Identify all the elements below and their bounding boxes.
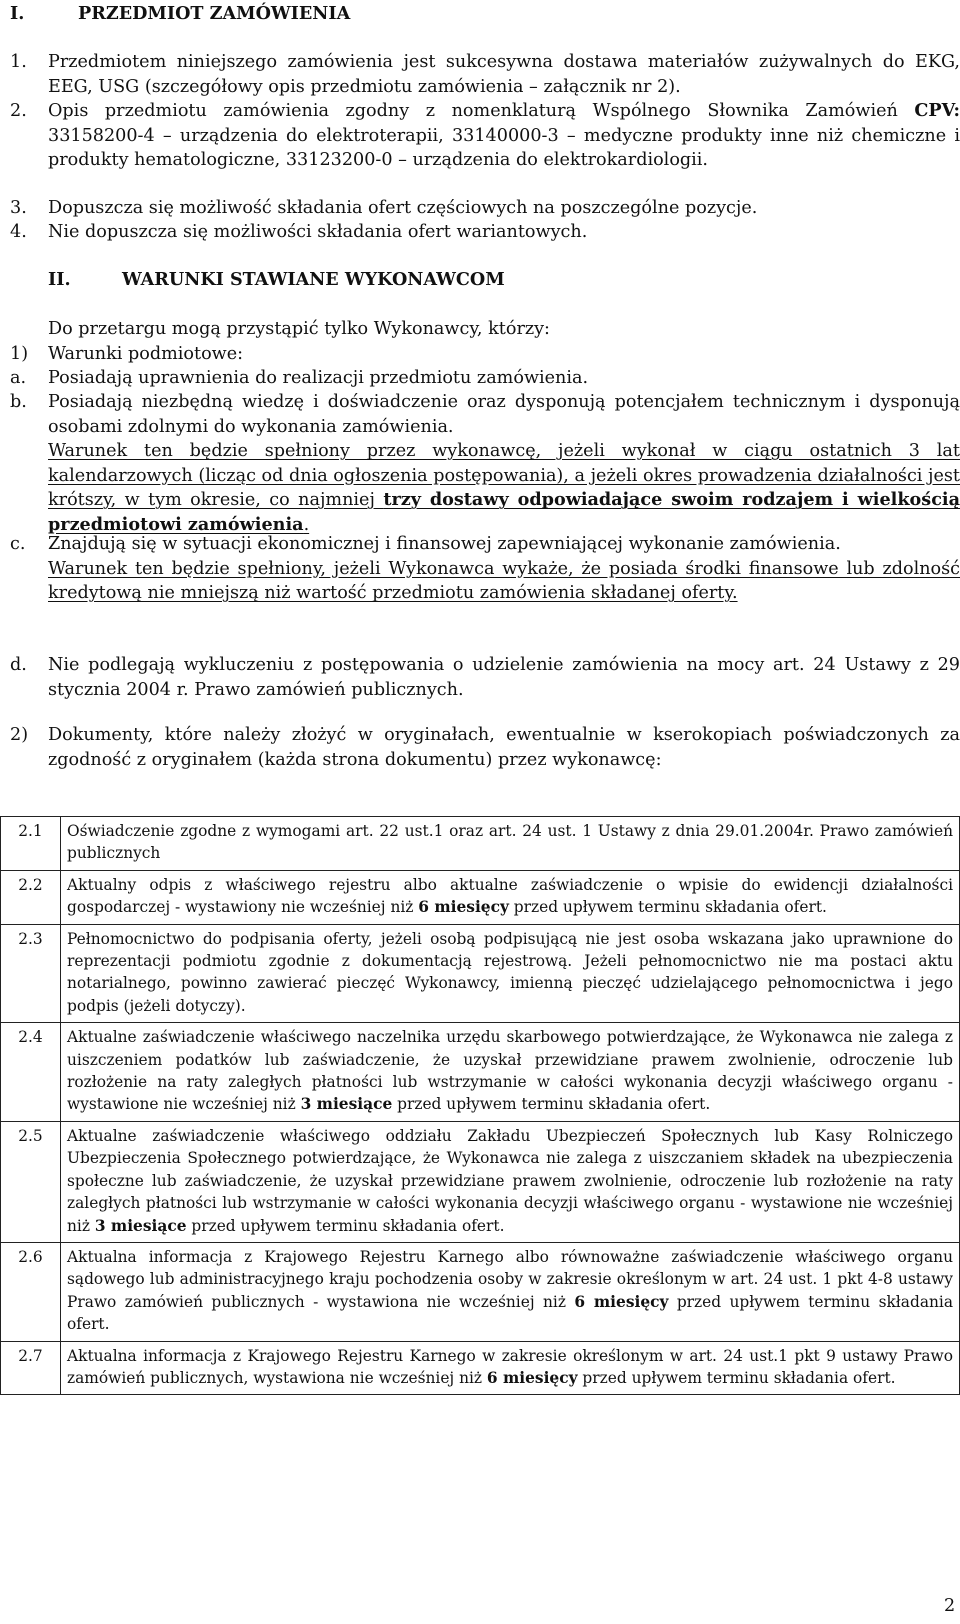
- table-cell-number: 2.4: [1, 1023, 61, 1122]
- table-cell-text: Aktualna informacja z Krajowego Rejestru Karnego albo równoważne zaświadczenie właściwego organu sądowego lub administracyjnego kraju pochodzenia osoby w zakresie określonym w art. 24 ust. 1 pkt 4-8 ustawy Prawo zamówień publicznych - wystawiona nie wcześniej niż 6 miesięcy przed upływem terminu składania ofert.: [61, 1242, 960, 1341]
- list-item: [10, 99, 960, 173]
- item-text: Dokumenty, które należy złożyć w oryginałach, ewentualnie w kserokopiach poświadczonych za zgodność z oryginałem (każda strona dokumentu) przez wykonawcę:: [48, 725, 960, 770]
- item-text: Posiadają uprawnienia do realizacji przedmiotu zamówienia.: [48, 368, 589, 388]
- table-cell-text: Aktualna informacja z Krajowego Rejestru Karnego w zakresie określonym w art. 24 ust.1 pkt 9 ustawy Prawo zamówień publicznych, wystawiona nie wcześniej niż 6 miesięcy przed upływem terminu składania ofert.: [61, 1341, 960, 1395]
- table-cell-text: Aktualne zaświadczenie właściwego naczelnika urzędu skarbowego potwierdzające, że Wykonawca nie zalega z uiszczeniem podatków lub zaświadczenie, że uzyskał przewidziane prawem zwolnienie, odroczenie lub rozłożenie na raty zaległych płatności lub wstrzymanie w całości wykonania decyzji właściwego organu - wystawione nie wcześniej niż 3 miesiące przed upływem terminu składania ofert.: [61, 1023, 960, 1122]
- item-text: Warunki podmiotowe:: [48, 344, 244, 364]
- item-label: 2.: [10, 101, 27, 121]
- documents-table-body: [1, 817, 960, 1395]
- deadline-emphasis: 3 miesiące: [300, 1095, 393, 1114]
- section-2-heading: [48, 268, 505, 293]
- list-item: [10, 366, 960, 391]
- item-label: 1): [10, 344, 29, 364]
- condition-emphasis: trzy dostawy odpowiadające swoim rodzajem i wielkością przedmiotowi zamówienia: [48, 489, 960, 535]
- item-label: d.: [10, 655, 27, 675]
- item-text: Znajdują się w sytuacji ekonomicznej i finansowej zapewniającej wykonanie zamówienia.: [48, 534, 841, 554]
- table-row: [1, 924, 960, 1023]
- item-text: Nie dopuszcza się możliwości składania ofert wariantowych.: [48, 222, 588, 242]
- table-cell-number: 2.5: [1, 1121, 61, 1242]
- list-item: [10, 532, 960, 606]
- table-row: [1, 817, 960, 871]
- item-label: a.: [10, 368, 27, 388]
- page-number: 2: [944, 1596, 956, 1616]
- cpv-label: CPV:: [914, 100, 960, 121]
- item-label: b.: [10, 392, 27, 412]
- table-row: [1, 1023, 960, 1122]
- list-item: [10, 723, 960, 772]
- table-row: [1, 870, 960, 924]
- item-label: 2): [10, 725, 29, 745]
- deadline-emphasis: 6 miesięcy: [486, 1368, 578, 1387]
- table-row: [1, 1242, 960, 1341]
- table-cell-number: 2.3: [1, 924, 61, 1023]
- section-1-heading: [10, 2, 350, 27]
- section-2-intro: Do przetargu mogą przystąpić tylko Wykonawcy, którzy:: [48, 319, 550, 339]
- deadline-emphasis: 3 miesiące: [94, 1216, 187, 1235]
- section-1-title: PRZEDMIOT ZAMÓWIENIA: [78, 3, 351, 24]
- table-cell-number: 2.1: [1, 817, 61, 871]
- table-cell-text: Aktualny odpis z właściwego rejestru albo aktualne zaświadczenie o wpisie do ewidencji działalności gospodarczej - wystawiony nie wcześniej niż 6 miesięcy przed upływem terminu składania ofert.: [61, 870, 960, 924]
- deadline-emphasis: 6 miesięcy: [418, 898, 509, 917]
- documents-table: [0, 816, 960, 1395]
- list-item: [10, 342, 960, 367]
- condition-text: Warunek ten będzie spełniony przez wykonawcę, jeżeli wykonał w ciągu ostatnich 3 lat kalendarzowych (licząc od dnia ogłoszenia postępowania), a jeżeli okres prowadzenia działalności jest krótszy, w tym okresie, co najmniej trzy dostawy odpowiadające swoim rodzajem i wielkością przedmiotowi zamówienia.: [48, 441, 960, 535]
- table-row: [1, 1121, 960, 1242]
- item-label: 1.: [10, 52, 27, 72]
- item-text: Przedmiotem niniejszego zamówienia jest sukcesywna dostawa materiałów zużywalnych do EKG, EEG, USG (szczegółowy opis przedmiotu zamówienia – załącznik nr 2).: [48, 52, 960, 97]
- section-2-title: WARUNKI STAWIANE WYKONAWCOM: [122, 269, 505, 290]
- table-cell-text: Pełnomocnictwo do podpisania oferty, jeżeli osobą podpisującą nie jest osoba wskazana jako uprawnione do reprezentacji podmiotu zgodnie z dokumentacją rejestrową. Jeżeli pełnomocnictwo nie ma postaci aktu notarialnego, powinno zawierać pieczęć Wykonawcy, imienną pieczęć udzielającego pełnomocnictwa i jego podpis (jeżeli dotyczy).: [61, 924, 960, 1023]
- list-item: [10, 196, 960, 221]
- item-label: 4.: [10, 222, 27, 242]
- section-1-number: I.: [10, 3, 25, 24]
- list-item: [10, 220, 960, 245]
- table-row: [1, 1341, 960, 1395]
- table-cell-text: Aktualne zaświadczenie właściwego oddziału Zakładu Ubezpieczeń Społecznych lub Kasy Rolniczego Ubezpieczenia Społecznego potwierdzające, że Wykonawca nie zalega z uiszczaniem składek na ubezpieczenia społeczne lub zaświadczenie, że uzyskał przewidziane prawem zwolnienie, odroczenie lub rozłożenie na raty zaległych płatności lub wstrzymanie w całości wykonania decyzji właściwego organu - wystawione nie wcześniej niż 3 miesiące przed upływem terminu składania ofert.: [61, 1121, 960, 1242]
- table-cell-number: 2.7: [1, 1341, 61, 1395]
- list-item: [10, 50, 960, 99]
- item-text: Posiadają niezbędną wiedzę i doświadczenie oraz dysponują potencjałem technicznym i dysponują osobami zdolnymi do wykonania zamówienia.: [48, 392, 960, 437]
- condition-text: Warunek ten będzie spełniony, jeżeli Wykonawca wykaże, że posiada środki finansowe lub zdolność kredytową nie mniejszą niż wartość przedmiotu zamówienia składanej oferty.: [48, 558, 960, 604]
- table-cell-number: 2.2: [1, 870, 61, 924]
- item-label: 3.: [10, 198, 27, 218]
- item-text: Dopuszcza się możliwość składania ofert częściowych na poszczególne pozycje.: [48, 198, 758, 218]
- list-item: [10, 390, 960, 538]
- deadline-emphasis: 6 miesięcy: [574, 1292, 669, 1311]
- table-cell-text: Oświadczenie zgodne z wymogami art. 22 ust.1 oraz art. 24 ust. 1 Ustawy z dnia 29.01.2004r. Prawo zamówień publicznych: [61, 817, 960, 871]
- list-item: [10, 653, 960, 702]
- item-text: Nie podlegają wykluczeniu z postępowania o udzielenie zamówienia na mocy art. 24 Ustawy z 29 stycznia 2004 r. Prawo zamówień publicznych.: [48, 655, 960, 700]
- item-label: c.: [10, 534, 26, 554]
- section-2-number: II.: [48, 269, 71, 290]
- table-cell-number: 2.6: [1, 1242, 61, 1341]
- item-text: Opis przedmiotu zamówienia zgodny z nomenklaturą Wspólnego Słownika Zamówień CPV: 33158200-4 – urządzenia do elektroterapii, 33140000-3 – medyczne produkty inne niż chemiczne i produkty hematologiczne, 33123200-0 – urządzenia do elektrokardiologii.: [48, 100, 960, 171]
